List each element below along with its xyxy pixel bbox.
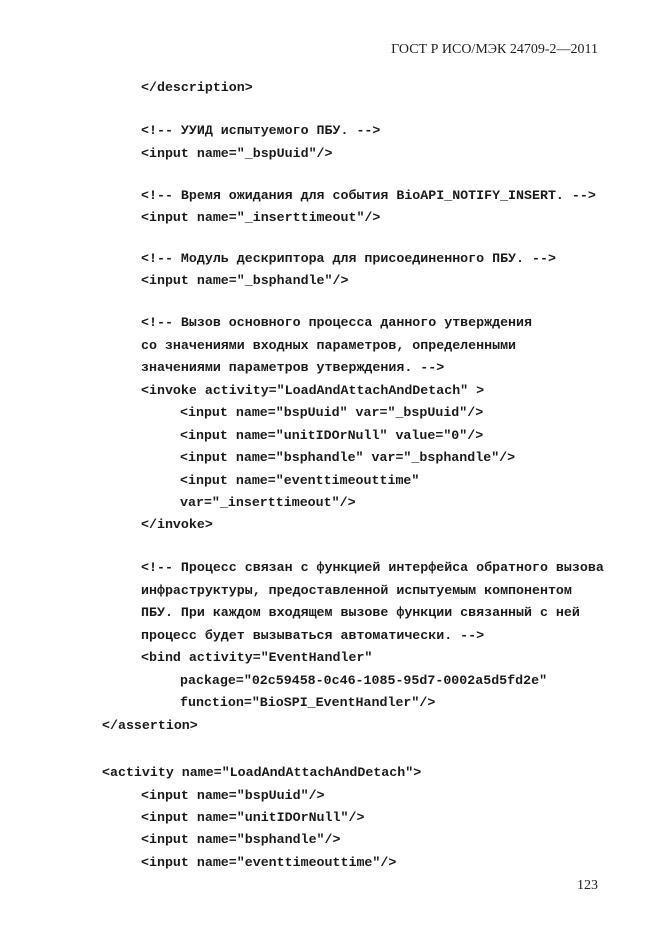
code-line: <bind activity="EventHandler" — [141, 650, 373, 665]
code-line: процесс будет вызываться автоматически. --> — [141, 628, 485, 643]
code-line: <!-- УУИД испытуемого ПБУ. --> — [141, 123, 381, 138]
code-line: </invoke> — [141, 517, 213, 532]
code-line: значениями параметров утверждения. --> — [141, 360, 445, 375]
code-line: <invoke activity="LoadAndAttachAndDetach" > — [141, 383, 485, 398]
code-line: <!-- Вызов основного процесса данного утверждения — [141, 315, 532, 330]
code-line: package="02c59458-0c46-1085-95d7-0002a5d5fd2e" — [180, 673, 548, 688]
code-line: function="BioSPI_EventHandler"/> — [180, 695, 436, 710]
code-line: <input name="eventtimeouttime" — [180, 473, 420, 488]
code-line: инфраструктуры, предоставленной испытуемым компонентом — [141, 583, 572, 598]
code-line: <input name="unitIDOrNull"/> — [141, 810, 365, 825]
code-line: </assertion> — [102, 718, 198, 733]
code-line: ПБУ. При каждом входящем вызове функции связанный с ней — [141, 605, 580, 620]
code-line: <input name="bspUuid"/> — [141, 788, 325, 803]
code-line: <input name="_inserttimeout"/> — [141, 210, 381, 225]
code-line: <!-- Процесс связан с функцией интерфейса обратного вызова — [141, 560, 604, 575]
page-number: 123 — [577, 878, 598, 893]
code-line: <input name="bspUuid" var="_bspUuid"/> — [180, 405, 484, 420]
document-header: ГОСТ Р ИСО/МЭК 24709-2—2011 — [391, 42, 598, 57]
code-line: <input name="_bsphandle"/> — [141, 273, 349, 288]
code-line: <input name="_bspUuid"/> — [141, 146, 333, 161]
code-line: <input name="bsphandle"/> — [141, 832, 341, 847]
code-line: <activity name="LoadAndAttachAndDetach"> — [102, 765, 422, 780]
code-line: <!-- Модуль дескриптора для присоединенного ПБУ. --> — [141, 251, 556, 266]
code-line: со значениями входных параметров, определенными — [141, 338, 517, 353]
code-line: <input name="bsphandle" var="_bsphandle"/> — [180, 450, 516, 465]
code-line: <!-- Время ожидания для события BioAPI_NOTIFY_INSERT. --> — [141, 188, 596, 203]
code-line: <input name="eventtimeouttime"/> — [141, 855, 397, 870]
code-line: </description> — [141, 80, 253, 95]
code-line: <input name="unitIDOrNull" value="0"/> — [180, 428, 484, 443]
code-line: var="_inserttimeout"/> — [180, 495, 356, 510]
